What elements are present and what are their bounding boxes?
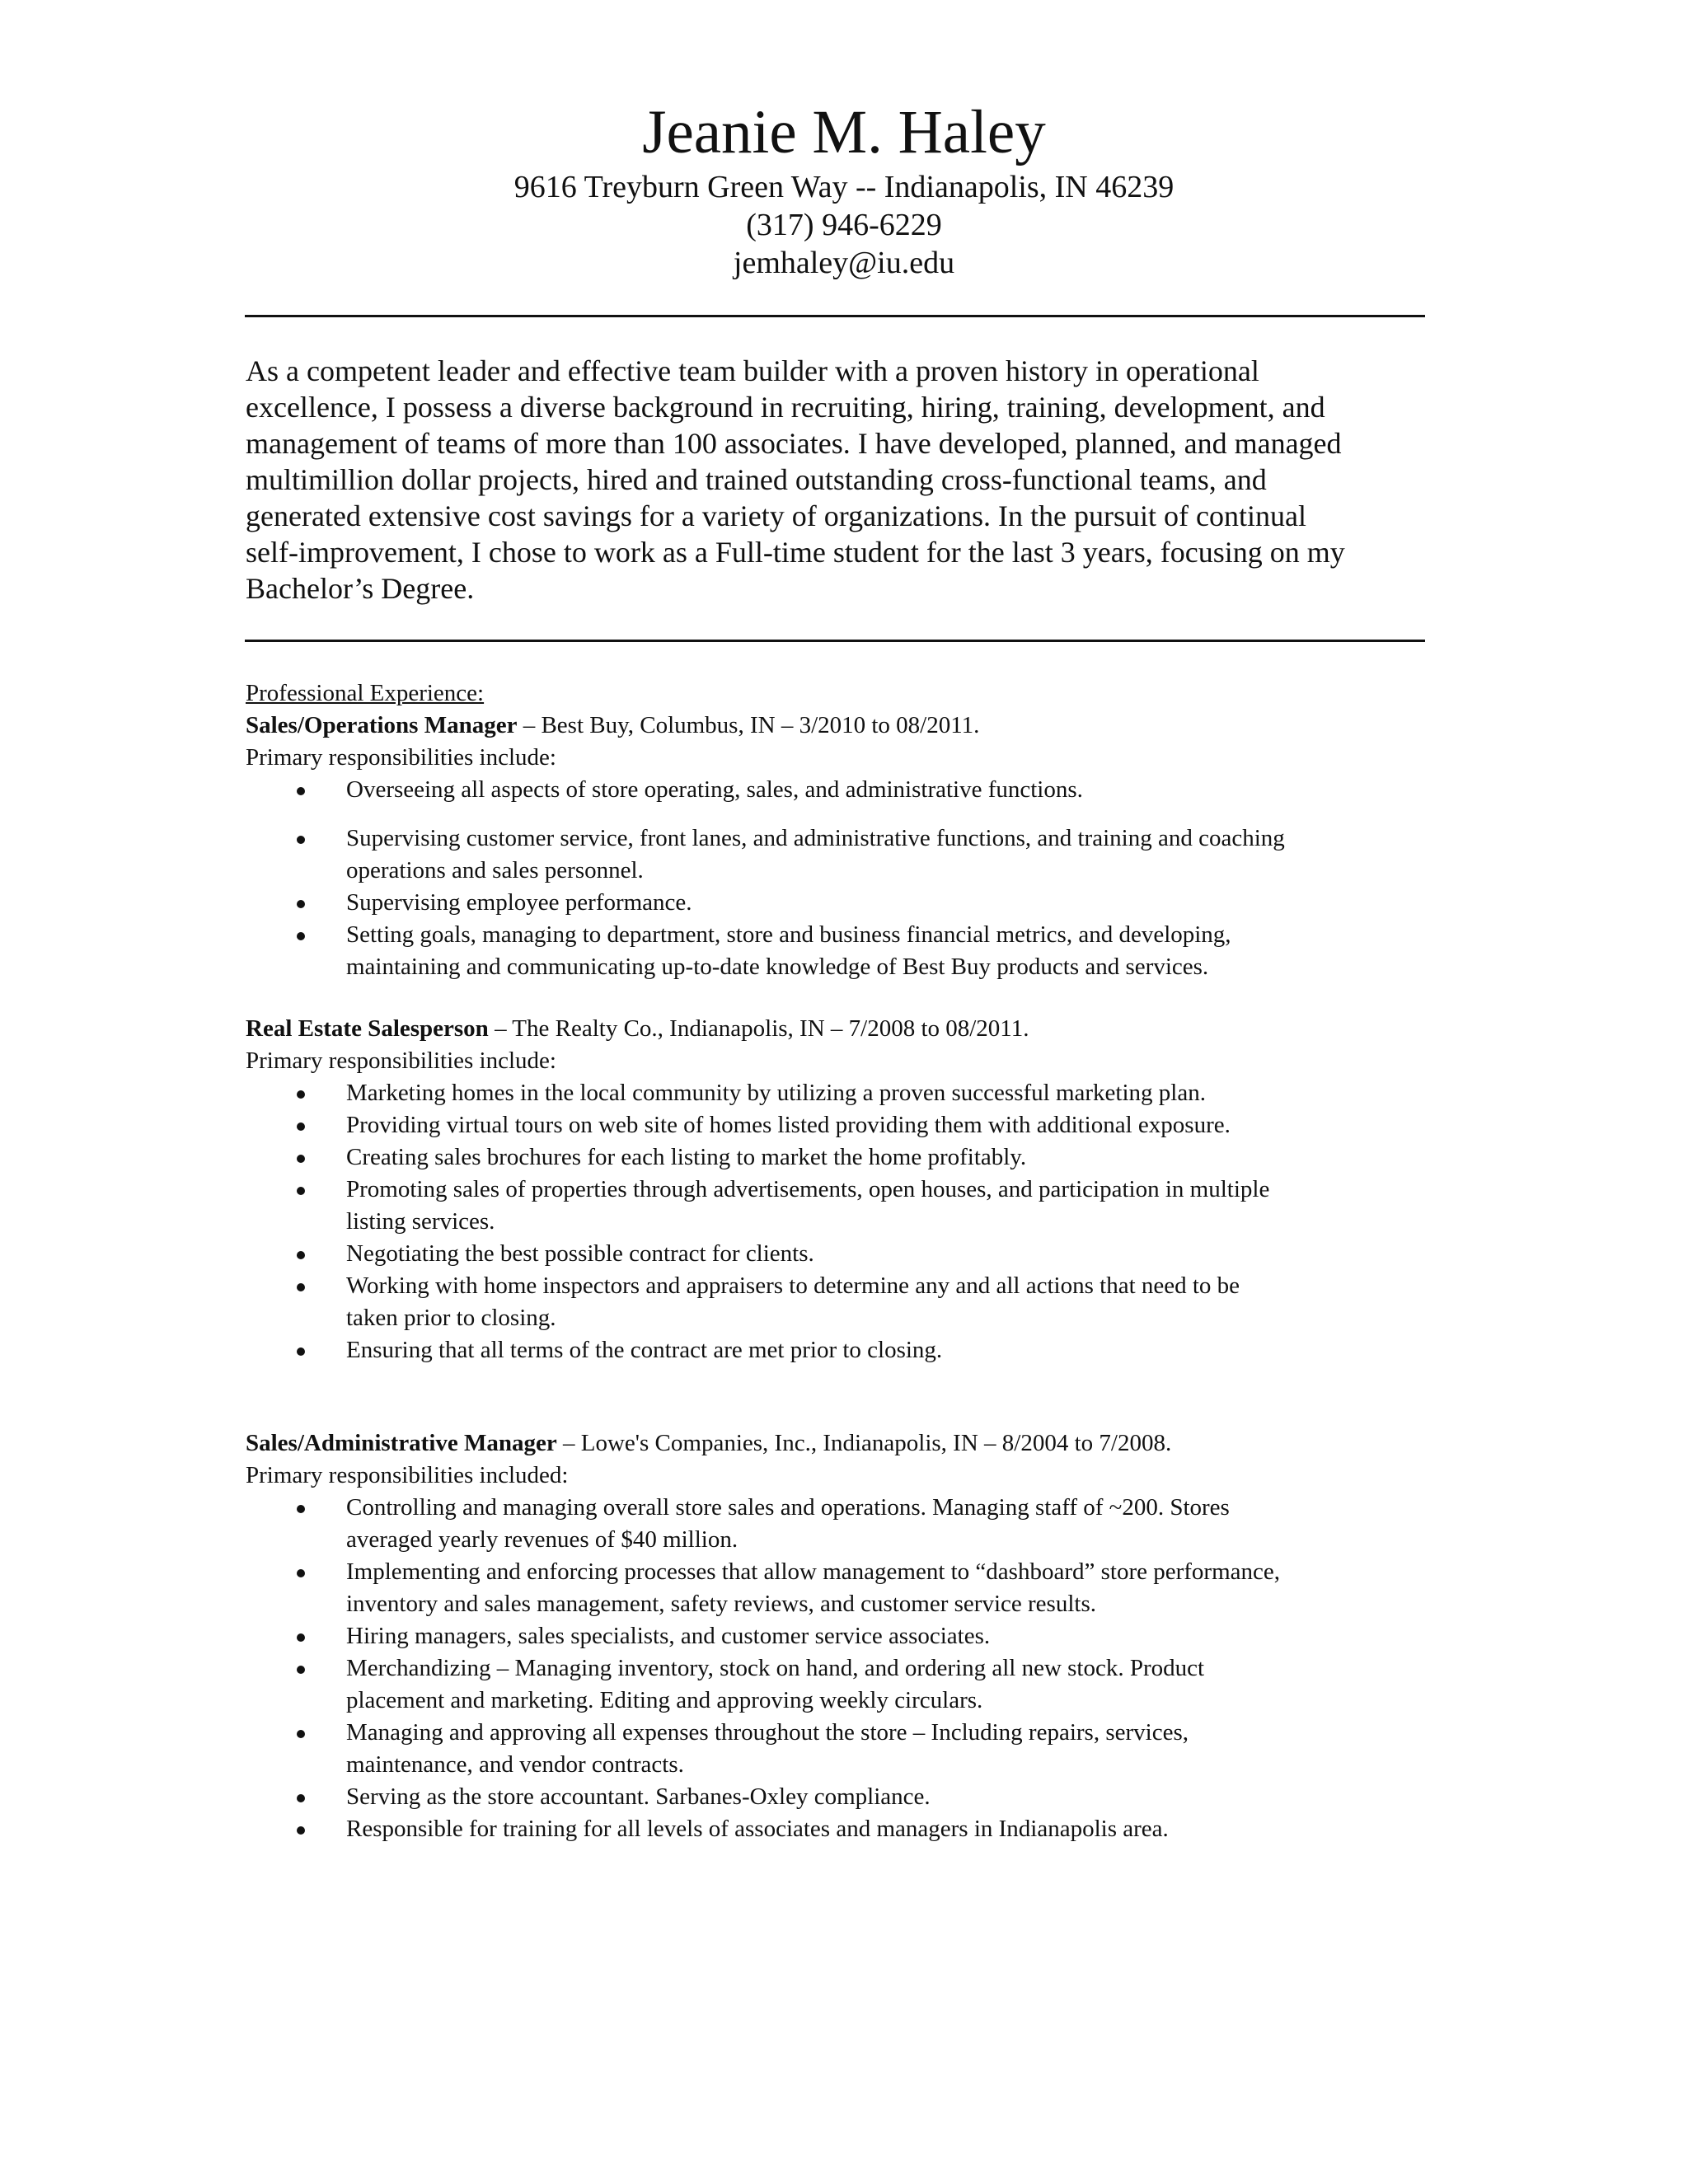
- experience-section: [246, 677, 1432, 1845]
- job-header: [246, 1013, 1432, 1045]
- summary-line: As a competent leader and effective team builder with a proven history in operational: [246, 354, 1259, 387]
- list-item: [246, 1492, 1432, 1556]
- bullet-text: Responsible for training for all levels of associates and managers in Indianapolis area.: [346, 1816, 1169, 1842]
- summary-divider: [245, 640, 1425, 642]
- bullet-icon: [297, 1633, 305, 1642]
- responsibilities-heading: Primary responsibilities include:: [246, 1047, 556, 1074]
- responsibilities-list: [246, 1492, 1432, 1845]
- bullet-icon: [297, 1251, 305, 1259]
- bullet-icon: [297, 932, 305, 940]
- job-entry: [246, 1427, 1432, 1845]
- bullet-icon: [297, 787, 305, 795]
- bullet-icon: [297, 1283, 305, 1291]
- summary-line: multimillion dollar projects, hired and trained outstanding cross-functional teams, and: [246, 463, 1267, 496]
- bullet-icon: [297, 1505, 305, 1513]
- job-header: [246, 1427, 1432, 1460]
- bullet-text: Hiring managers, sales specialists, and customer service associates.: [346, 1623, 991, 1649]
- list-item: [246, 1238, 1432, 1270]
- candidate-name: Jeanie M. Haley: [642, 98, 1046, 166]
- bullet-icon: [297, 1090, 305, 1099]
- bullet-icon: [297, 1155, 305, 1163]
- bullet-text: maintenance, and vendor contracts.: [346, 1751, 684, 1778]
- list-item: [246, 887, 1432, 919]
- summary-line: generated extensive cost savings for a variety of organizations. In the pursuit of continual: [246, 499, 1306, 532]
- bullet-text: Merchandizing – Managing inventory, stock on hand, and ordering all new stock. Product: [346, 1655, 1205, 1681]
- bullet-text: taken prior to closing.: [346, 1305, 556, 1331]
- job-title: Real Estate Salesperson: [246, 1015, 489, 1042]
- bullet-text: placement and marketing. Editing and approving weekly circulars.: [346, 1687, 983, 1713]
- professional-summary: [246, 353, 1432, 607]
- bullet-text: Serving as the store accountant. Sarbanes-Oxley compliance.: [346, 1783, 931, 1810]
- responsibilities-list: [246, 774, 1432, 983]
- summary-line: management of teams of more than 100 associates. I have developed, planned, and managed: [246, 427, 1342, 460]
- bullet-icon: [297, 1794, 305, 1802]
- job-title: Sales/Administrative Manager: [246, 1430, 557, 1456]
- bullet-text: Promoting sales of properties through advertisements, open houses, and participation in multiple: [346, 1176, 1270, 1202]
- bullet-text: Implementing and enforcing processes that allow management to “dashboard” store performance,: [346, 1558, 1280, 1585]
- job-entry: [246, 1013, 1432, 1366]
- resume-header: [0, 97, 1688, 282]
- bullet-text: Controlling and managing overall store sales and operations. Managing staff of ~200. Stores: [346, 1494, 1230, 1521]
- list-item: [246, 1717, 1432, 1781]
- bullet-icon: [297, 1122, 305, 1131]
- list-item: [246, 1270, 1432, 1334]
- list-item: [246, 1077, 1432, 1109]
- bullet-icon: [297, 1187, 305, 1195]
- bullet-icon: [297, 1730, 305, 1738]
- summary-line: Bachelor’s Degree.: [246, 572, 475, 605]
- list-item: [246, 1652, 1432, 1717]
- bullet-icon: [297, 900, 305, 908]
- job-details: – The Realty Co., Indianapolis, IN – 7/2008 to 08/2011.: [488, 1015, 1029, 1042]
- responsibilities-heading: Primary responsibilities include:: [246, 744, 556, 771]
- list-item: [246, 1813, 1432, 1845]
- header-divider: [245, 315, 1425, 317]
- list-item: [246, 1109, 1432, 1141]
- bullet-text: Setting goals, managing to department, store and business financial metrics, and developing,: [346, 921, 1231, 948]
- bullet-text: Managing and approving all expenses throughout the store – Including repairs, services,: [346, 1719, 1189, 1746]
- bullet-text: inventory and sales management, safety reviews, and customer service results.: [346, 1591, 1096, 1617]
- summary-line: excellence, I possess a diverse background in recruiting, hiring, training, development, and: [246, 391, 1325, 424]
- bullet-text: Marketing homes in the local community by utilizing a proven successful marketing plan.: [346, 1080, 1206, 1106]
- bullet-text: Ensuring that all terms of the contract are met prior to closing.: [346, 1337, 943, 1363]
- bullet-text: Creating sales brochures for each listing to market the home profitably.: [346, 1144, 1027, 1170]
- bullet-text: averaged yearly revenues of $40 million.: [346, 1526, 738, 1553]
- bullet-icon: [297, 836, 305, 844]
- bullet-icon: [297, 1569, 305, 1577]
- list-item: [246, 1556, 1432, 1620]
- bullet-text: Supervising employee performance.: [346, 889, 692, 916]
- section-heading: Professional Experience:: [246, 680, 485, 706]
- bullet-text: listing services.: [346, 1208, 495, 1235]
- list-item: [246, 1174, 1432, 1238]
- job-details: – Lowe's Companies, Inc., Indianapolis, IN – 8/2004 to 7/2008.: [556, 1430, 1172, 1456]
- bullet-text: Supervising customer service, front lanes, and administrative functions, and training and coaching: [346, 825, 1285, 851]
- bullet-text: Overseeing all aspects of store operating, sales, and administrative functions.: [346, 776, 1083, 803]
- job-header: [246, 710, 1432, 742]
- phone-number: (317) 946-6229: [746, 208, 942, 242]
- list-item: [246, 823, 1432, 887]
- list-item: [246, 1141, 1432, 1174]
- responsibilities-heading: Primary responsibilities included:: [246, 1462, 569, 1488]
- responsibilities-list: [246, 1077, 1432, 1366]
- bullet-text: Negotiating the best possible contract for clients.: [346, 1240, 814, 1267]
- bullet-text: Working with home inspectors and appraisers to determine any and all actions that need to be: [346, 1272, 1240, 1299]
- address: 9616 Treyburn Green Way -- Indianapolis, IN 46239: [513, 170, 1175, 204]
- list-item: [246, 1334, 1432, 1366]
- bullet-icon: [297, 1826, 305, 1835]
- bullet-text: Providing virtual tours on web site of homes listed providing them with additional exposure.: [346, 1112, 1231, 1138]
- job-entry: [246, 710, 1432, 983]
- bullet-icon: [297, 1666, 305, 1674]
- bullet-text: maintaining and communicating up-to-date knowledge of Best Buy products and services.: [346, 954, 1209, 980]
- list-item: [246, 774, 1432, 806]
- bullet-icon: [297, 1347, 305, 1356]
- bullet-text: operations and sales personnel.: [346, 857, 644, 883]
- list-item: [246, 1620, 1432, 1652]
- list-item: [246, 919, 1432, 983]
- list-item: [246, 1781, 1432, 1813]
- job-details: – Best Buy, Columbus, IN – 3/2010 to 08/2011.: [517, 712, 980, 738]
- job-title: Sales/Operations Manager: [246, 712, 518, 738]
- email-address: jemhaley@iu.edu: [733, 246, 955, 280]
- summary-line: self-improvement, I chose to work as a Full-time student for the last 3 years, focusing on my: [246, 536, 1345, 569]
